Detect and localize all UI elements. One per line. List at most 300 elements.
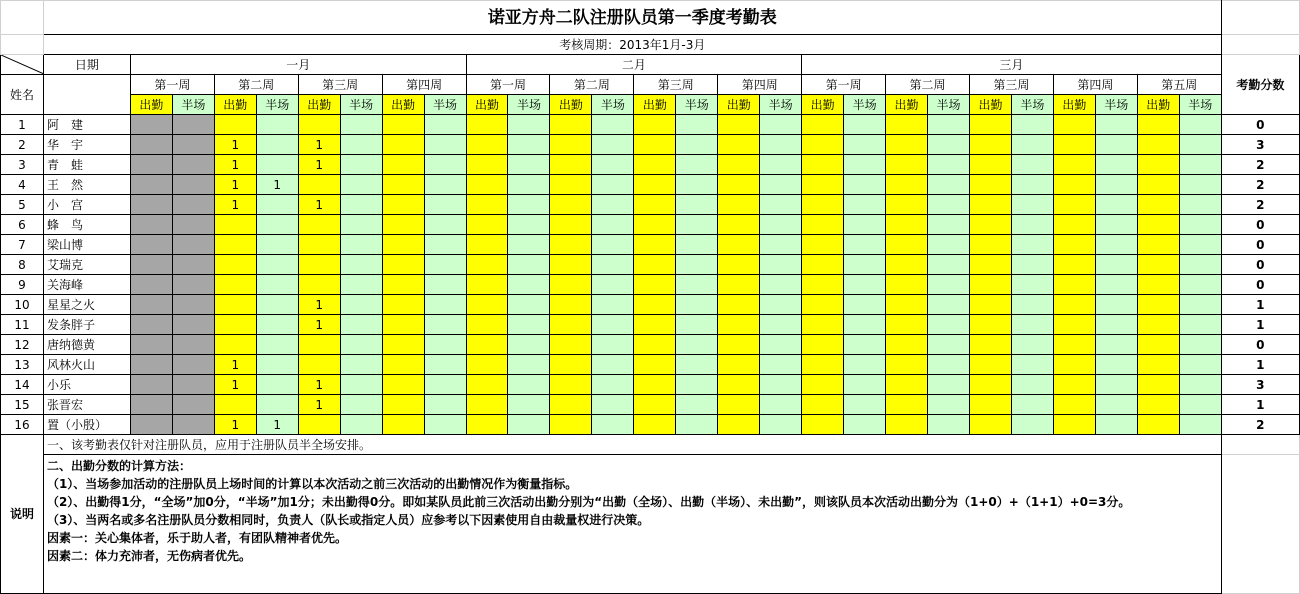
attend-cell[interactable] bbox=[886, 235, 928, 255]
half-cell[interactable] bbox=[424, 155, 466, 175]
attend-cell[interactable] bbox=[130, 295, 172, 315]
half-cell[interactable] bbox=[508, 195, 550, 215]
attend-cell[interactable] bbox=[1053, 295, 1095, 315]
half-cell[interactable] bbox=[592, 195, 634, 215]
half-cell[interactable] bbox=[844, 255, 886, 275]
half-cell[interactable] bbox=[508, 135, 550, 155]
half-cell[interactable] bbox=[676, 375, 718, 395]
half-cell[interactable] bbox=[1179, 295, 1221, 315]
attend-cell[interactable] bbox=[298, 415, 340, 435]
attend-cell[interactable] bbox=[130, 335, 172, 355]
attend-cell[interactable] bbox=[969, 195, 1011, 215]
attend-cell[interactable] bbox=[1053, 255, 1095, 275]
half-cell[interactable] bbox=[760, 195, 802, 215]
half-cell[interactable] bbox=[172, 115, 214, 135]
half-cell[interactable] bbox=[340, 275, 382, 295]
attend-cell[interactable] bbox=[130, 195, 172, 215]
half-cell[interactable] bbox=[172, 135, 214, 155]
attend-cell[interactable] bbox=[550, 295, 592, 315]
attend-cell[interactable] bbox=[969, 235, 1011, 255]
attend-cell[interactable]: 1 bbox=[214, 355, 256, 375]
half-cell[interactable] bbox=[760, 255, 802, 275]
attend-cell[interactable] bbox=[382, 115, 424, 135]
attend-cell[interactable] bbox=[634, 375, 676, 395]
half-cell[interactable] bbox=[928, 315, 970, 335]
attend-cell[interactable] bbox=[634, 335, 676, 355]
half-cell[interactable] bbox=[424, 135, 466, 155]
attend-cell[interactable] bbox=[1053, 355, 1095, 375]
attend-cell[interactable] bbox=[466, 195, 508, 215]
attend-cell[interactable] bbox=[718, 335, 760, 355]
half-cell[interactable] bbox=[928, 135, 970, 155]
attend-cell[interactable] bbox=[130, 235, 172, 255]
half-cell[interactable] bbox=[1095, 195, 1137, 215]
attend-cell[interactable] bbox=[886, 355, 928, 375]
attend-cell[interactable] bbox=[550, 175, 592, 195]
half-cell[interactable] bbox=[1179, 335, 1221, 355]
attend-cell[interactable] bbox=[298, 355, 340, 375]
attend-cell[interactable] bbox=[802, 275, 844, 295]
half-cell[interactable] bbox=[1011, 115, 1053, 135]
half-cell[interactable] bbox=[1095, 335, 1137, 355]
half-cell[interactable] bbox=[676, 415, 718, 435]
attend-cell[interactable] bbox=[298, 275, 340, 295]
half-cell[interactable] bbox=[508, 395, 550, 415]
attend-cell[interactable] bbox=[550, 155, 592, 175]
half-cell[interactable] bbox=[340, 315, 382, 335]
half-cell[interactable] bbox=[340, 255, 382, 275]
half-cell[interactable] bbox=[592, 175, 634, 195]
half-cell[interactable] bbox=[424, 395, 466, 415]
half-cell[interactable] bbox=[844, 235, 886, 255]
attend-cell[interactable] bbox=[214, 215, 256, 235]
half-cell[interactable] bbox=[256, 155, 298, 175]
half-cell[interactable] bbox=[340, 115, 382, 135]
attend-cell[interactable] bbox=[1053, 415, 1095, 435]
half-cell[interactable] bbox=[172, 195, 214, 215]
attend-cell[interactable] bbox=[718, 175, 760, 195]
attend-cell[interactable] bbox=[550, 415, 592, 435]
half-cell[interactable] bbox=[256, 355, 298, 375]
half-cell[interactable] bbox=[676, 315, 718, 335]
half-cell[interactable] bbox=[424, 375, 466, 395]
attend-cell[interactable]: 1 bbox=[298, 395, 340, 415]
attend-cell[interactable] bbox=[214, 275, 256, 295]
attend-cell[interactable] bbox=[969, 335, 1011, 355]
half-cell[interactable] bbox=[928, 235, 970, 255]
attend-cell[interactable] bbox=[382, 355, 424, 375]
half-cell[interactable] bbox=[1011, 415, 1053, 435]
half-cell[interactable] bbox=[424, 215, 466, 235]
attend-cell[interactable] bbox=[1137, 335, 1179, 355]
attend-cell[interactable] bbox=[718, 355, 760, 375]
half-cell[interactable] bbox=[256, 115, 298, 135]
half-cell[interactable] bbox=[172, 215, 214, 235]
half-cell[interactable] bbox=[424, 355, 466, 375]
attend-cell[interactable] bbox=[969, 375, 1011, 395]
attend-cell[interactable] bbox=[298, 255, 340, 275]
attend-cell[interactable] bbox=[634, 395, 676, 415]
attend-cell[interactable] bbox=[466, 335, 508, 355]
attend-cell[interactable] bbox=[802, 175, 844, 195]
attend-cell[interactable] bbox=[466, 175, 508, 195]
half-cell[interactable] bbox=[172, 175, 214, 195]
attend-cell[interactable] bbox=[718, 395, 760, 415]
attend-cell[interactable] bbox=[802, 255, 844, 275]
attend-cell[interactable] bbox=[214, 115, 256, 135]
half-cell[interactable] bbox=[172, 355, 214, 375]
attend-cell[interactable] bbox=[718, 375, 760, 395]
attend-cell[interactable] bbox=[969, 275, 1011, 295]
attend-cell[interactable] bbox=[634, 155, 676, 175]
attend-cell[interactable] bbox=[466, 135, 508, 155]
half-cell[interactable] bbox=[256, 135, 298, 155]
attend-cell[interactable] bbox=[802, 235, 844, 255]
attend-cell[interactable] bbox=[1053, 335, 1095, 355]
half-cell[interactable] bbox=[1095, 135, 1137, 155]
attend-cell[interactable] bbox=[382, 155, 424, 175]
attend-cell[interactable] bbox=[130, 115, 172, 135]
attend-cell[interactable] bbox=[802, 335, 844, 355]
attend-cell[interactable] bbox=[718, 255, 760, 275]
attend-cell[interactable] bbox=[130, 215, 172, 235]
attend-cell[interactable] bbox=[466, 375, 508, 395]
half-cell[interactable] bbox=[676, 395, 718, 415]
half-cell[interactable] bbox=[1179, 275, 1221, 295]
half-cell[interactable] bbox=[424, 415, 466, 435]
half-cell[interactable] bbox=[928, 355, 970, 375]
half-cell[interactable] bbox=[1179, 175, 1221, 195]
attend-cell[interactable]: 1 bbox=[298, 155, 340, 175]
half-cell[interactable] bbox=[340, 235, 382, 255]
half-cell[interactable] bbox=[760, 235, 802, 255]
attend-cell[interactable] bbox=[298, 175, 340, 195]
half-cell[interactable] bbox=[508, 295, 550, 315]
half-cell[interactable] bbox=[592, 315, 634, 335]
half-cell[interactable] bbox=[592, 275, 634, 295]
half-cell[interactable] bbox=[760, 335, 802, 355]
half-cell[interactable] bbox=[340, 355, 382, 375]
half-cell[interactable]: 1 bbox=[256, 415, 298, 435]
attend-cell[interactable] bbox=[214, 255, 256, 275]
attend-cell[interactable] bbox=[802, 395, 844, 415]
attend-cell[interactable] bbox=[1053, 175, 1095, 195]
half-cell[interactable] bbox=[1011, 335, 1053, 355]
half-cell[interactable] bbox=[592, 375, 634, 395]
half-cell[interactable] bbox=[676, 195, 718, 215]
half-cell[interactable] bbox=[928, 395, 970, 415]
attend-cell[interactable] bbox=[718, 415, 760, 435]
half-cell[interactable] bbox=[1095, 375, 1137, 395]
attend-cell[interactable]: 1 bbox=[298, 135, 340, 155]
attend-cell[interactable] bbox=[802, 135, 844, 155]
attend-cell[interactable] bbox=[634, 355, 676, 375]
half-cell[interactable] bbox=[340, 375, 382, 395]
half-cell[interactable] bbox=[256, 235, 298, 255]
half-cell[interactable] bbox=[844, 375, 886, 395]
attend-cell[interactable] bbox=[382, 195, 424, 215]
attend-cell[interactable] bbox=[969, 135, 1011, 155]
half-cell[interactable] bbox=[760, 215, 802, 235]
half-cell[interactable] bbox=[256, 215, 298, 235]
half-cell[interactable] bbox=[844, 215, 886, 235]
attend-cell[interactable] bbox=[969, 255, 1011, 275]
half-cell[interactable] bbox=[1095, 215, 1137, 235]
attend-cell[interactable] bbox=[550, 335, 592, 355]
attend-cell[interactable] bbox=[1053, 135, 1095, 155]
half-cell[interactable] bbox=[760, 375, 802, 395]
attend-cell[interactable] bbox=[130, 315, 172, 335]
attend-cell[interactable] bbox=[802, 295, 844, 315]
attend-cell[interactable] bbox=[298, 335, 340, 355]
half-cell[interactable] bbox=[844, 415, 886, 435]
half-cell[interactable] bbox=[592, 295, 634, 315]
attend-cell[interactable] bbox=[634, 235, 676, 255]
half-cell[interactable] bbox=[592, 235, 634, 255]
half-cell[interactable] bbox=[1011, 255, 1053, 275]
attend-cell[interactable] bbox=[802, 375, 844, 395]
half-cell[interactable] bbox=[592, 155, 634, 175]
half-cell[interactable] bbox=[928, 335, 970, 355]
half-cell[interactable] bbox=[760, 155, 802, 175]
attend-cell[interactable] bbox=[550, 135, 592, 155]
attend-cell[interactable] bbox=[802, 115, 844, 135]
half-cell[interactable] bbox=[256, 295, 298, 315]
attend-cell[interactable] bbox=[969, 295, 1011, 315]
attend-cell[interactable] bbox=[718, 315, 760, 335]
half-cell[interactable] bbox=[676, 155, 718, 175]
half-cell[interactable] bbox=[340, 395, 382, 415]
half-cell[interactable] bbox=[508, 215, 550, 235]
attend-cell[interactable] bbox=[886, 115, 928, 135]
attend-cell[interactable] bbox=[550, 115, 592, 135]
attend-cell[interactable] bbox=[969, 395, 1011, 415]
attend-cell[interactable] bbox=[382, 315, 424, 335]
half-cell[interactable] bbox=[1179, 195, 1221, 215]
half-cell[interactable] bbox=[1179, 215, 1221, 235]
attend-cell[interactable] bbox=[1137, 375, 1179, 395]
half-cell[interactable] bbox=[508, 275, 550, 295]
attend-cell[interactable] bbox=[550, 235, 592, 255]
attend-cell[interactable] bbox=[382, 395, 424, 415]
half-cell[interactable] bbox=[844, 315, 886, 335]
attend-cell[interactable] bbox=[1053, 215, 1095, 235]
half-cell[interactable] bbox=[1095, 275, 1137, 295]
attend-cell[interactable] bbox=[298, 115, 340, 135]
half-cell[interactable] bbox=[1011, 215, 1053, 235]
half-cell[interactable] bbox=[340, 415, 382, 435]
half-cell[interactable] bbox=[676, 275, 718, 295]
half-cell[interactable] bbox=[1095, 395, 1137, 415]
attend-cell[interactable] bbox=[802, 355, 844, 375]
attend-cell[interactable] bbox=[886, 375, 928, 395]
half-cell[interactable] bbox=[1179, 255, 1221, 275]
half-cell[interactable] bbox=[1095, 355, 1137, 375]
half-cell[interactable] bbox=[340, 135, 382, 155]
half-cell[interactable] bbox=[1179, 115, 1221, 135]
half-cell[interactable] bbox=[928, 115, 970, 135]
half-cell[interactable] bbox=[172, 255, 214, 275]
attend-cell[interactable]: 1 bbox=[298, 375, 340, 395]
attend-cell[interactable] bbox=[969, 155, 1011, 175]
half-cell[interactable] bbox=[1011, 355, 1053, 375]
half-cell[interactable] bbox=[592, 395, 634, 415]
attend-cell[interactable] bbox=[466, 315, 508, 335]
attend-cell[interactable] bbox=[634, 135, 676, 155]
half-cell[interactable] bbox=[1011, 315, 1053, 335]
attend-cell[interactable]: 1 bbox=[214, 135, 256, 155]
attend-cell[interactable] bbox=[1053, 375, 1095, 395]
half-cell[interactable] bbox=[1179, 395, 1221, 415]
attend-cell[interactable] bbox=[886, 135, 928, 155]
attend-cell[interactable] bbox=[1137, 155, 1179, 175]
attend-cell[interactable] bbox=[1137, 115, 1179, 135]
half-cell[interactable] bbox=[1095, 235, 1137, 255]
half-cell[interactable] bbox=[172, 275, 214, 295]
attend-cell[interactable] bbox=[550, 255, 592, 275]
attend-cell[interactable] bbox=[1137, 355, 1179, 375]
attend-cell[interactable] bbox=[634, 255, 676, 275]
half-cell[interactable] bbox=[1095, 315, 1137, 335]
attend-cell[interactable] bbox=[130, 155, 172, 175]
half-cell[interactable] bbox=[172, 335, 214, 355]
attend-cell[interactable]: 1 bbox=[298, 315, 340, 335]
half-cell[interactable] bbox=[676, 255, 718, 275]
attend-cell[interactable] bbox=[802, 315, 844, 335]
attend-cell[interactable] bbox=[382, 415, 424, 435]
half-cell[interactable] bbox=[592, 115, 634, 135]
attend-cell[interactable] bbox=[382, 175, 424, 195]
half-cell[interactable] bbox=[256, 195, 298, 215]
half-cell[interactable] bbox=[592, 215, 634, 235]
attend-cell[interactable] bbox=[802, 195, 844, 215]
attend-cell[interactable] bbox=[886, 255, 928, 275]
attend-cell[interactable] bbox=[130, 135, 172, 155]
half-cell[interactable] bbox=[508, 355, 550, 375]
half-cell[interactable] bbox=[256, 275, 298, 295]
attend-cell[interactable]: 1 bbox=[298, 295, 340, 315]
half-cell[interactable] bbox=[676, 235, 718, 255]
half-cell[interactable] bbox=[1095, 255, 1137, 275]
half-cell[interactable] bbox=[508, 235, 550, 255]
half-cell[interactable] bbox=[928, 215, 970, 235]
attend-cell[interactable] bbox=[718, 295, 760, 315]
half-cell[interactable] bbox=[1011, 155, 1053, 175]
attend-cell[interactable] bbox=[382, 275, 424, 295]
half-cell[interactable] bbox=[1179, 375, 1221, 395]
half-cell[interactable] bbox=[172, 375, 214, 395]
attend-cell[interactable] bbox=[886, 315, 928, 335]
attend-cell[interactable] bbox=[466, 395, 508, 415]
attend-cell[interactable] bbox=[382, 335, 424, 355]
attend-cell[interactable] bbox=[1053, 115, 1095, 135]
half-cell[interactable] bbox=[1179, 235, 1221, 255]
half-cell[interactable] bbox=[172, 155, 214, 175]
attend-cell[interactable]: 1 bbox=[214, 195, 256, 215]
attend-cell[interactable] bbox=[969, 355, 1011, 375]
attend-cell[interactable] bbox=[1137, 275, 1179, 295]
half-cell[interactable] bbox=[172, 235, 214, 255]
half-cell[interactable] bbox=[340, 195, 382, 215]
half-cell[interactable] bbox=[760, 315, 802, 335]
attend-cell[interactable]: 1 bbox=[298, 195, 340, 215]
half-cell[interactable] bbox=[592, 355, 634, 375]
half-cell[interactable] bbox=[256, 315, 298, 335]
attend-cell[interactable] bbox=[969, 215, 1011, 235]
attend-cell[interactable] bbox=[634, 275, 676, 295]
half-cell[interactable] bbox=[844, 335, 886, 355]
half-cell[interactable] bbox=[424, 255, 466, 275]
half-cell[interactable] bbox=[424, 315, 466, 335]
attend-cell[interactable] bbox=[1137, 215, 1179, 235]
half-cell[interactable] bbox=[1011, 275, 1053, 295]
half-cell[interactable] bbox=[508, 335, 550, 355]
attend-cell[interactable] bbox=[214, 395, 256, 415]
half-cell[interactable] bbox=[508, 175, 550, 195]
half-cell[interactable] bbox=[676, 115, 718, 135]
half-cell[interactable] bbox=[424, 195, 466, 215]
half-cell[interactable] bbox=[256, 335, 298, 355]
half-cell[interactable] bbox=[844, 135, 886, 155]
half-cell[interactable] bbox=[844, 355, 886, 375]
half-cell[interactable] bbox=[844, 175, 886, 195]
half-cell[interactable] bbox=[844, 115, 886, 135]
attend-cell[interactable] bbox=[550, 395, 592, 415]
half-cell[interactable] bbox=[1011, 235, 1053, 255]
attend-cell[interactable] bbox=[550, 315, 592, 335]
attend-cell[interactable] bbox=[298, 215, 340, 235]
attend-cell[interactable] bbox=[886, 395, 928, 415]
attend-cell[interactable] bbox=[382, 235, 424, 255]
half-cell[interactable] bbox=[1179, 355, 1221, 375]
attend-cell[interactable] bbox=[718, 215, 760, 235]
half-cell[interactable] bbox=[928, 175, 970, 195]
half-cell[interactable] bbox=[340, 155, 382, 175]
attend-cell[interactable] bbox=[550, 375, 592, 395]
half-cell[interactable] bbox=[424, 175, 466, 195]
attend-cell[interactable] bbox=[130, 275, 172, 295]
attend-cell[interactable] bbox=[130, 395, 172, 415]
attend-cell[interactable] bbox=[718, 235, 760, 255]
attend-cell[interactable] bbox=[886, 215, 928, 235]
attend-cell[interactable] bbox=[466, 275, 508, 295]
attend-cell[interactable] bbox=[466, 415, 508, 435]
half-cell[interactable] bbox=[928, 275, 970, 295]
half-cell[interactable] bbox=[760, 135, 802, 155]
attend-cell[interactable] bbox=[130, 415, 172, 435]
attend-cell[interactable] bbox=[634, 175, 676, 195]
half-cell[interactable] bbox=[676, 215, 718, 235]
attend-cell[interactable] bbox=[298, 235, 340, 255]
attend-cell[interactable] bbox=[802, 215, 844, 235]
half-cell[interactable] bbox=[424, 235, 466, 255]
attend-cell[interactable] bbox=[466, 215, 508, 235]
half-cell[interactable] bbox=[172, 395, 214, 415]
half-cell[interactable] bbox=[592, 415, 634, 435]
half-cell[interactable] bbox=[172, 295, 214, 315]
half-cell[interactable] bbox=[844, 195, 886, 215]
attend-cell[interactable] bbox=[718, 195, 760, 215]
half-cell[interactable] bbox=[760, 275, 802, 295]
half-cell[interactable] bbox=[1179, 135, 1221, 155]
half-cell[interactable] bbox=[1011, 195, 1053, 215]
attend-cell[interactable] bbox=[130, 255, 172, 275]
attend-cell[interactable] bbox=[1137, 195, 1179, 215]
half-cell[interactable] bbox=[592, 335, 634, 355]
half-cell[interactable] bbox=[508, 255, 550, 275]
half-cell[interactable] bbox=[340, 335, 382, 355]
half-cell[interactable] bbox=[508, 155, 550, 175]
